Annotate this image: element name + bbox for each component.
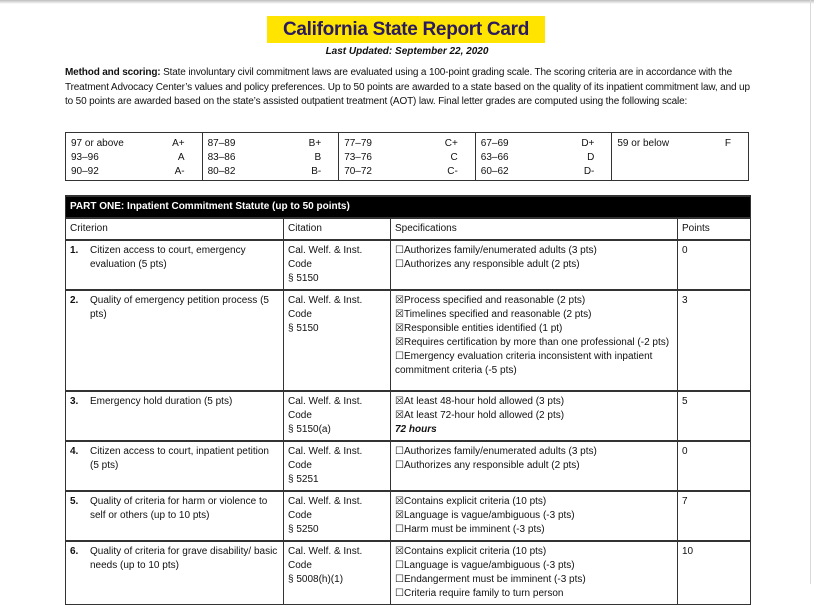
grade-column [66,133,203,180]
column-header-specifications: Specifications [391,218,678,240]
grade-range: 73–76 [344,152,372,163]
spec-item [395,545,673,559]
grade-row [344,151,470,165]
specifications-cell [391,290,678,391]
spec-item [395,395,673,409]
grade-column [203,133,340,180]
criterion-cell [66,240,284,290]
grade-range: 77–79 [344,138,372,149]
spec-text: Requires certification by more than one professional (-2 pts) [403,337,670,348]
points-cell: 3 [678,290,751,391]
grade-range: 97 or above [71,138,124,149]
spec-text: Authorizes any responsible adult (2 pts) [403,259,580,270]
checked-box-icon: ☒ [395,510,404,521]
specifications-cell [391,541,678,605]
unchecked-box-icon: ☐ [395,560,404,571]
spec-item [395,587,673,601]
grade-range: 60–62 [480,166,509,177]
grade-range: 90–92 [71,166,99,177]
spec-item [395,258,673,272]
spec-text: Responsible entities identified (1 pt) [403,323,563,334]
grade-letter: A- [174,166,185,177]
spec-text: At least 72-hour hold allowed (2 pts) [403,410,565,421]
citation-line: Code [288,460,312,471]
spec-item [395,445,673,459]
unchecked-box-icon: ☐ [395,524,404,535]
spec-text: Endangerment must be imminent (-3 pts) [403,574,586,585]
spec-item [395,308,673,322]
spec-item [395,350,673,378]
grade-row [481,165,607,179]
grade-range: 87–89 [207,138,236,149]
citation-line: Code [288,309,312,320]
citation-line: § 5008(h)(1) [288,574,344,585]
unchecked-box-icon: ☐ [395,574,404,585]
criterion-text: Quality of criteria for harm or violence to self or others (up to 10 pts) [90,496,268,521]
citation-cell [284,290,391,391]
grade-scale-table [65,132,749,181]
grade-row [617,137,743,151]
criterion-number: 4. [70,446,79,457]
grade-column [339,133,476,180]
spec-item [395,559,673,573]
grade-letter: C [450,152,458,163]
grade-letter: C- [447,166,458,177]
table-row [66,491,751,541]
grade-letter: D+ [581,138,595,149]
spec-item [395,573,673,587]
criterion-text: Emergency hold duration (5 pts) [90,396,233,407]
criterion-cell [66,541,284,605]
spec-text: Contains explicit criteria (10 pts) [403,496,547,507]
table-row [66,441,751,491]
checked-box-icon: ☒ [395,546,404,557]
criterion-cell [66,491,284,541]
spec-text: Contains explicit criteria (10 pts) [403,546,547,557]
unchecked-box-icon: ☐ [395,460,404,471]
spec-text: Authorizes family/enumerated adults (3 pts) [403,446,597,457]
grade-row [71,151,197,165]
citation-line: Cal. Welf. & Inst. [288,496,363,507]
spec-text: Authorizes family/enumerated adults (3 pts) [403,245,597,256]
part-one-heading-row [66,196,751,218]
checked-box-icon: ☒ [395,295,404,306]
citation-line: § 5250 [288,524,319,535]
criterion-number: 1. [70,245,79,256]
column-header-criterion: Criterion [66,218,284,240]
checked-box-icon: ☒ [395,309,404,320]
citation-line: Code [288,560,312,571]
specifications-cell [391,240,678,290]
grade-row [344,165,470,179]
citation-line: Code [288,410,312,421]
table-row [66,240,751,290]
citation-line: § 5251 [288,474,319,485]
citation-line: Cal. Welf. & Inst. [288,446,363,457]
spec-item [395,322,673,336]
grade-range: 63–66 [480,152,509,163]
grade-letter: B [314,152,322,163]
citation-cell [284,391,391,441]
unchecked-box-icon: ☐ [395,351,404,362]
points-cell: 5 [678,391,751,441]
column-header-citation: Citation [284,218,391,240]
spec-item [395,409,673,423]
grade-range: 70–72 [344,166,372,177]
grade-letter: C+ [444,138,458,149]
grade-letter: A+ [172,138,185,149]
grade-range: 59 or below [617,138,670,149]
citation-line: Cal. Welf. & Inst. [288,396,363,407]
unchecked-box-icon: ☐ [395,588,404,599]
part-one-heading: PART ONE: Inpatient Commitment Statute (up to 50 points) [66,196,751,218]
citation-cell [284,491,391,541]
spec-text: Process specified and reasonable (2 pts) [403,295,586,306]
unchecked-box-icon: ☐ [395,259,404,270]
method-text: State involuntary civil commitment laws are evaluated using a 100-point grading scale. The scoring criteria are in accordance with the Treatment Advocacy Center’s values and policy preferences. Up to 50 points are awarded to a state based on the quality of its inpatient commitment law, and up to 50 points are awarded based on the state’s assisted outpatient treatment (AOT) law. Final letter grades are computed using the following scale: [65,67,750,107]
grade-range: 80–82 [207,166,236,177]
grade-letter: B- [311,166,322,177]
grade-letter: A [177,152,185,163]
grade-row [481,137,607,151]
grade-row [71,137,197,151]
criterion-number: 6. [70,546,79,557]
criterion-text: Citizen access to court, inpatient petition (5 pts) [90,446,269,471]
spec-text: Language is vague/ambiguous (-3 pts) [403,560,575,571]
page-edge [810,0,811,584]
grade-row [208,165,334,179]
spec-item [395,336,673,350]
column-header-points: Points [678,218,751,240]
checked-box-icon: ☒ [395,323,404,334]
points-cell: 0 [678,441,751,491]
spec-item [395,509,673,523]
checked-box-icon: ☒ [395,496,404,507]
spec-text: Timelines specified and reasonable (2 pts) [403,309,592,320]
citation-line: Code [288,259,312,270]
grade-row [71,165,197,179]
checked-box-icon: ☒ [395,337,404,348]
table-row [66,391,751,441]
spec-item [395,244,673,258]
grade-letter: B+ [308,138,322,149]
citation-line: § 5150(a) [288,424,331,435]
grade-letter: D [587,152,595,163]
citation-cell [284,441,391,491]
points-cell: 10 [678,541,751,605]
unchecked-box-icon: ☐ [395,245,404,256]
spec-text: Criteria require family to turn person [403,588,564,599]
spec-note: 72 hours [395,424,437,435]
criterion-cell [66,391,284,441]
scroll-shadow [0,0,814,4]
grade-column [612,133,748,180]
checked-box-icon: ☒ [395,410,404,421]
citation-line: Cal. Welf. & Inst. [288,245,363,256]
citation-cell [284,240,391,290]
spec-item [395,294,673,308]
grade-range: 83–86 [207,152,236,163]
points-cell: 0 [678,240,751,290]
specifications-cell [391,391,678,441]
grade-row [208,137,334,151]
spec-text: At least 48-hour hold allowed (3 pts) [403,396,565,407]
grade-row [208,151,334,165]
criterion-cell [66,290,284,391]
specifications-cell [391,441,678,491]
part-one-table [65,195,751,605]
citation-line: § 5150 [288,273,319,284]
criterion-text: Quality of emergency petition process (5 pts) [90,295,269,320]
spec-item [395,495,673,509]
criterion-text: Citizen access to court, emergency evaluation (5 pts) [90,245,246,270]
citation-line: § 5150 [288,323,319,334]
spec-item [395,523,673,537]
citation-line: Cal. Welf. & Inst. [288,295,363,306]
citation-line: Cal. Welf. & Inst. [288,546,363,557]
unchecked-box-icon: ☐ [395,446,404,457]
last-updated: Last Updated: September 22, 2020 [325,46,489,57]
table-row [66,541,751,605]
specifications-cell [391,491,678,541]
grade-letter: F [724,138,731,149]
spec-text: Harm must be imminent (-3 pts) [403,524,545,535]
spec-text: Authorizes any responsible adult (2 pts) [403,460,580,471]
grade-range: 67–69 [480,138,509,149]
citation-cell [284,541,391,605]
method-label: Method and scoring: [65,67,161,78]
table-row [66,290,751,391]
citation-line: Code [288,510,312,521]
criterion-number: 5. [70,496,79,507]
points-cell: 7 [678,491,751,541]
grade-range: 93–96 [71,152,99,163]
spec-text: Emergency evaluation criteria inconsistent with inpatient commitment criteria (-5 pts) [395,351,653,376]
method-paragraph [65,66,751,110]
grade-row [344,137,470,151]
checked-box-icon: ☒ [395,396,404,407]
spec-text: Language is vague/ambiguous (-3 pts) [403,510,575,521]
column-header-row [66,218,751,240]
criterion-number: 2. [70,295,79,306]
criterion-text: Quality of criteria for grave disability/ basic needs (up to 10 pts) [90,546,278,571]
page-title: California State Report Card [267,16,545,43]
grade-letter: D- [583,166,595,177]
grade-column [476,133,613,180]
criterion-number: 3. [70,396,79,407]
grade-row [481,151,607,165]
criterion-cell [66,441,284,491]
spec-item [395,459,673,473]
